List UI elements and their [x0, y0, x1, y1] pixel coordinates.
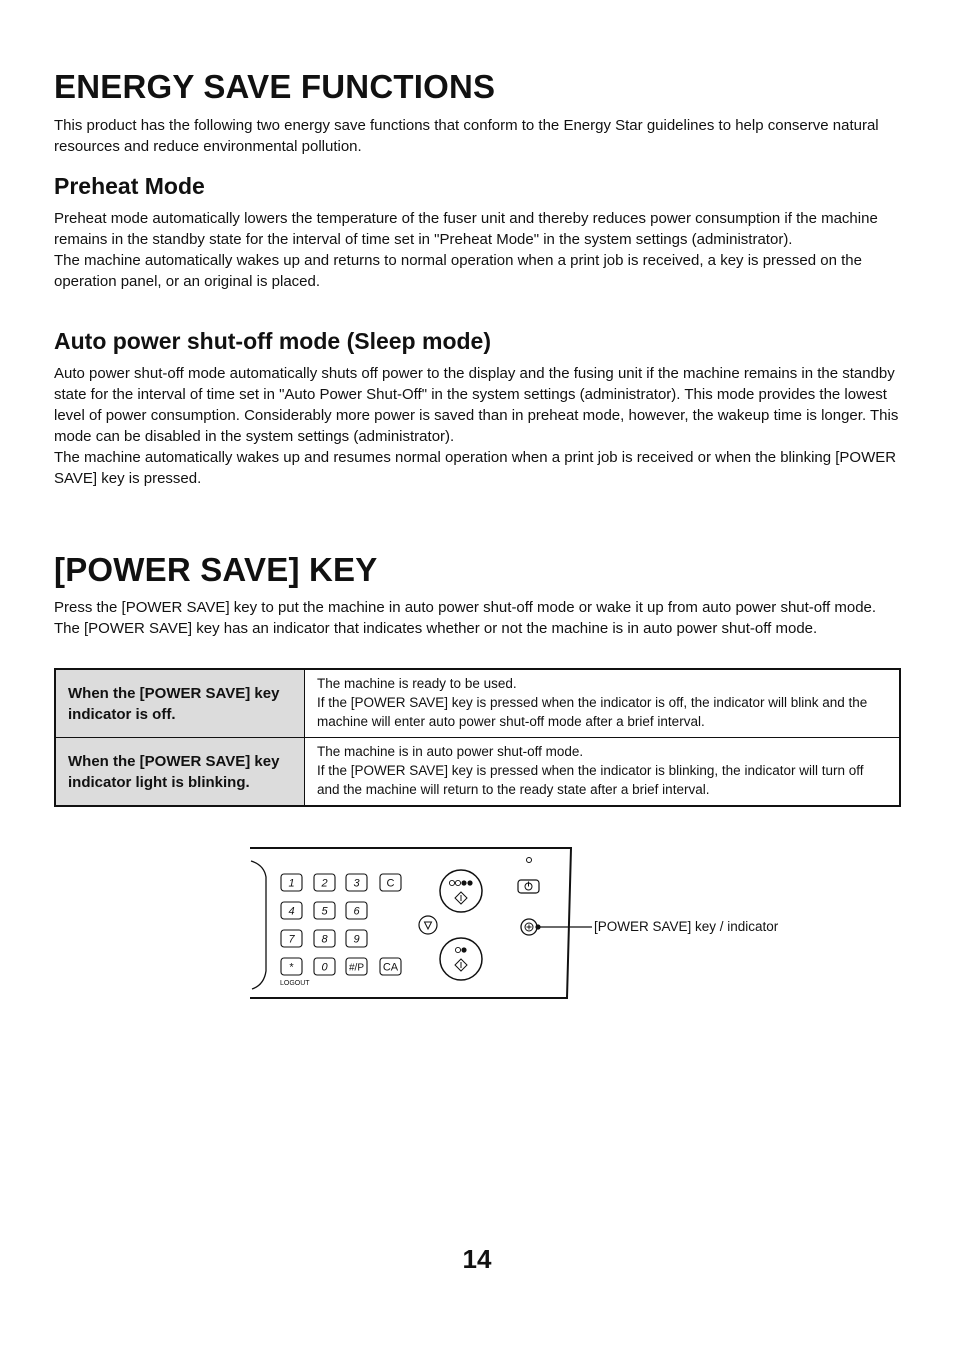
- auto-para-1: Auto power shut-off mode automatically shuts off power to the display and the fusing unit if the machine remains in the standby state for the interval of time set in "Auto Power Shut-Off" in the system settings (administrator). This mode provides the lowest level of power consumption. Considerably more power is saved than in preheat mode, however, the wakeup time is longer. This mode can be disabled in the system settings (administrator).: [54, 365, 899, 445]
- preheat-para-2: The machine automatically wakes up and returns to normal operation when a print job is received, a key is pressed on the operation panel, or an original is placed.: [54, 252, 862, 290]
- keypad-key-label: #/P: [348, 962, 365, 974]
- auto-para-2: The machine automatically wakes up and resumes normal operation when a print job is received or when the blinking [POWER SAVE] key is pressed.: [54, 449, 897, 487]
- section-intro-power-save-key: Press the [POWER SAVE] key to put the machine in auto power shut-off mode or wake it up from auto power shut-off mode. The [POWER SAVE] key has an indicator that indicates whether or not the machine is in auto power shut-off mode.: [54, 599, 877, 637]
- keypad-key-label: 4: [288, 905, 295, 918]
- logout-label: LOGOUT: [280, 980, 310, 987]
- operation-panel-illustration: [248, 843, 808, 1003]
- preheat-description: [54, 208, 902, 292]
- keypad-key-label: 6: [353, 905, 360, 918]
- row-desc-line-1: The machine is in auto power shut-off mode.: [317, 743, 584, 759]
- keypad-key-label: *: [289, 961, 294, 974]
- keypad-key-label: 5: [321, 905, 328, 918]
- bw-indicator-icon: [461, 947, 466, 952]
- power-save-indicator: [535, 924, 540, 929]
- keypad-key-label: 9: [353, 933, 360, 946]
- keypad-key-label: 2: [321, 877, 328, 890]
- section-title-energy-save: ENERGY SAVE FUNCTIONS: [54, 68, 496, 105]
- section-intro-energy-save: This product has the following two energy save functions that conform to the Energy Star guidelines to help conserve natural resources and reduce environmental pollution.: [54, 117, 879, 155]
- row-desc-line-2: If the [POWER SAVE] key is pressed when the indicator is blinking, the indicator will turn off and the machine will return to the ready state after a brief interval.: [317, 762, 864, 797]
- preheat-para-1: Preheat mode automatically lowers the temperature of the fuser unit and thereby reduces power consumption if the machine remains in the standby state for the interval of time set in "Preheat Mode" in the system settings (administrator).: [54, 210, 878, 248]
- heading-preheat-mode: Preheat Mode: [54, 173, 205, 199]
- page-number: 14: [462, 1244, 492, 1274]
- power-save-indicator-table: [54, 668, 901, 807]
- row-description: [305, 669, 901, 738]
- main-power-indicator: [527, 858, 532, 863]
- keypad-key-label: 8: [321, 933, 328, 946]
- keypad-key-label: 7: [288, 933, 295, 946]
- keypad-key-label: 3: [353, 877, 360, 890]
- color-start-key[interactable]: [440, 870, 482, 912]
- section-title-power-save-key: [POWER SAVE] KEY: [54, 551, 378, 588]
- color-indicator-icon: [467, 880, 472, 885]
- numeric-keypad: [281, 874, 401, 975]
- row-label: When the [POWER SAVE] key indicator light is blinking.: [55, 738, 305, 807]
- row-desc-line-1: The machine is ready to be used.: [317, 675, 517, 691]
- keypad-key-label: 0: [321, 961, 328, 974]
- power-save-callout-label: [POWER SAVE] key / indicator: [594, 919, 779, 934]
- keypad-key-label: 1: [288, 877, 295, 890]
- stop-key[interactable]: [419, 916, 437, 934]
- keypad-key-label: CA: [382, 961, 399, 974]
- auto-shutoff-description: [54, 363, 902, 489]
- panel-edge: [251, 861, 266, 989]
- table-row: [55, 738, 900, 807]
- table-row: [55, 669, 900, 738]
- row-label: When the [POWER SAVE] key indicator is off.: [55, 669, 305, 738]
- row-description: [305, 738, 901, 807]
- heading-auto-power-shutoff: Auto power shut-off mode (Sleep mode): [54, 328, 491, 354]
- row-desc-line-2: If the [POWER SAVE] key is pressed when the indicator is off, the indicator will blink and the machine will enter auto power shut-off mode after a brief interval.: [317, 694, 868, 729]
- color-indicator-icon: [461, 880, 466, 885]
- keypad-key-label: C: [386, 877, 395, 890]
